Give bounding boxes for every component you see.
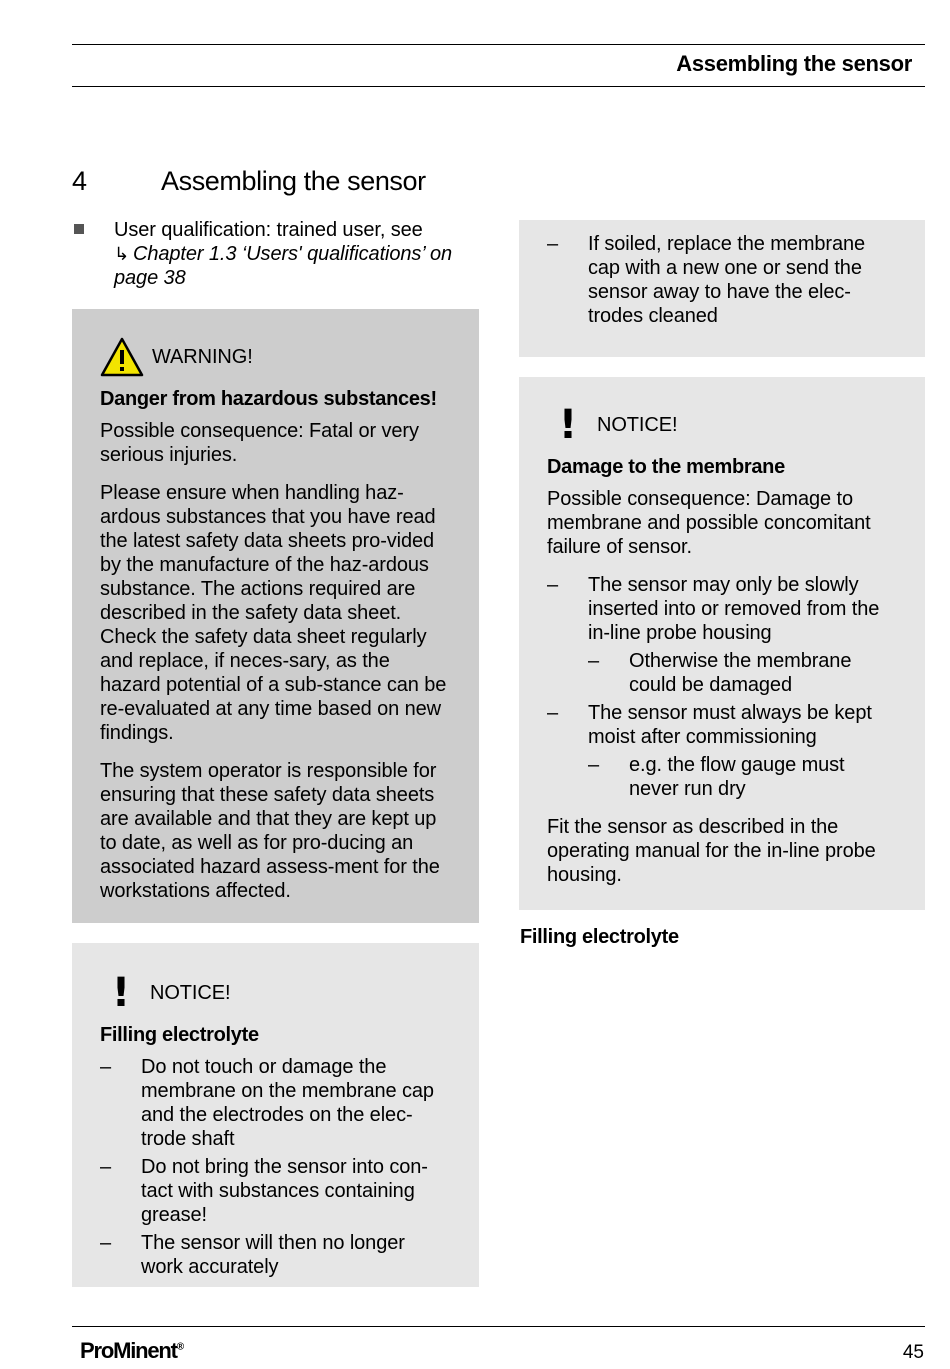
list-item: – Do not bring the sensor into con‐tact with substances containing grease! <box>100 1155 451 1227</box>
square-bullet-icon <box>74 224 84 234</box>
footer-rule <box>72 1326 925 1327</box>
chapter-heading <box>72 166 426 197</box>
list-item: – If soiled, replace the membrane cap with a new one or send the sensor away to have the elec‐trodes cleaned <box>547 232 897 328</box>
reference-arrow-icon: ↳ <box>114 244 129 264</box>
list-item: – Do not touch or damage the membrane on the membrane cap and the electrodes on the elec‐trode shaft <box>100 1055 451 1151</box>
sub-list-item: – Otherwise the membrane could be damaged <box>588 649 897 697</box>
warning-paragraph-2: The system operator is responsible for ensuring that these safety data sheets are available and that they are kept up to date, as well as for pro‐ducing an associated hazard assess‐ment for the workstations affected. <box>100 760 440 902</box>
page-number: 45 <box>902 1342 924 1363</box>
section-heading-filling-electrolyte: Filling electrolyte <box>520 926 679 948</box>
user-qualification <box>72 218 472 290</box>
notice-box-right <box>519 377 925 910</box>
warning-signal <box>100 337 451 377</box>
list-item: – The sensor must always be kept moist after commissioning – e.g. the flow gauge must never run dry <box>547 701 897 801</box>
warning-heading: Danger from hazardous substances! <box>100 388 437 410</box>
list-item: – The sensor will then no longer work accurately <box>100 1231 451 1279</box>
running-header-title: Assembling the sensor <box>676 51 912 76</box>
warning-box <box>72 309 479 923</box>
warning-paragraph-1: Please ensure when handling haz‐ardous substances that you have read the latest safety data sheets pro‐vided by the manufacture of the haz‐ardous substance. The actions required are described in the safety data sheet. Check the safety data sheet regularly and replace, if neces‐sary, as the hazard potential of a sub‐stance can be re-evaluated at any time based on new findings. <box>100 482 447 744</box>
notice-consequence-right: Possible consequence: Damage to membrane and possible concomitant failure of sensor. <box>547 488 871 558</box>
chapter-number: 4 <box>72 166 87 196</box>
notice-box-left <box>72 943 479 1287</box>
header-top-rule <box>72 44 925 45</box>
exclamation-icon: ! <box>558 402 578 448</box>
notice-label-right: NOTICE! <box>597 414 678 436</box>
list-item: – The sensor may only be slowly inserted into or removed from the in-line probe housing – Otherwise the membrane could be damaged <box>547 573 897 697</box>
chapter-reference-link[interactable]: ↳ Chapter 1.3 ‘Users' qualifications’ on page 38 <box>114 243 453 289</box>
warning-label: WARNING! <box>152 346 253 368</box>
soiled-list <box>547 232 897 328</box>
sub-list-item: – e.g. the flow gauge must never run dry <box>588 753 897 801</box>
exclamation-icon: ! <box>111 970 131 1016</box>
prominent-logo: ProMinent® <box>80 1338 185 1363</box>
soiled-continuation-box <box>519 220 925 357</box>
notice-closing-right: Fit the sensor as described in the operating manual for the in-line probe housing. <box>547 816 876 886</box>
notice-signal-left <box>100 970 451 1016</box>
sub-list <box>588 753 897 801</box>
notice-list-left <box>100 1055 451 1279</box>
notice-heading-left: Filling electrolyte <box>100 1024 259 1046</box>
warning-consequence: Possible consequence: Fatal or very serious injuries. <box>100 420 419 466</box>
header-bottom-rule <box>72 86 925 87</box>
warning-triangle-icon <box>100 337 144 377</box>
sub-list <box>588 649 897 697</box>
chapter-title: Assembling the sensor <box>161 166 426 196</box>
notice-heading-right: Damage to the membrane <box>547 456 785 478</box>
qualification-text: User qualification: trained user, see <box>114 219 423 241</box>
notice-signal-right <box>547 402 897 448</box>
notice-list-right <box>547 573 897 801</box>
notice-label-left: NOTICE! <box>150 982 231 1004</box>
